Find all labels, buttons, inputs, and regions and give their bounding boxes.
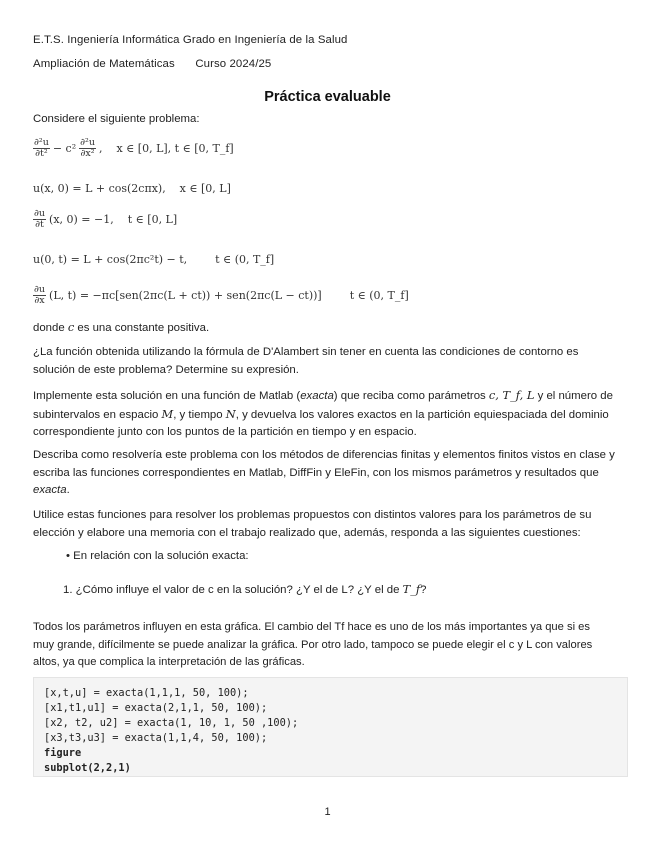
code-line: [x,t,u] = exacta(1,1,1, 50, 100);	[44, 687, 249, 699]
eq5-tail: (L, t) = −πc[sen(2πc(L + ct)) + sen(2πc(L − ct))] t ∈ (0, T_f]	[49, 289, 409, 302]
eq1-domain: , x ∈ [0, L], t ∈ [0, T_f]	[98, 142, 234, 155]
eq5-frac-den: ∂x	[34, 295, 45, 306]
constant-note	[33, 319, 618, 338]
question-1-end: ?	[420, 584, 427, 596]
constant-note-a: donde	[33, 322, 68, 334]
code-line: subplot(2,2,1)	[44, 762, 131, 774]
code-line: figure	[44, 747, 82, 759]
instructions-exacta	[33, 387, 618, 442]
p2-i: , y devuelva los valores exactos en la partición equiespaciada del dominio correspondiente junto con los puntos de la partición en tiempo y en espacio.	[33, 408, 609, 438]
code-line: [x1,t1,u1] = exacta(2,1,1, 50, 100);	[44, 702, 268, 714]
header-course	[33, 58, 271, 70]
question-1-number: 1.	[63, 584, 73, 596]
constant-note-var: c	[67, 320, 75, 334]
p2-c: ) que reciba como parámetros	[333, 390, 489, 402]
equation-initial-velocity	[33, 209, 177, 230]
equation-wave	[33, 138, 234, 159]
equation-initial-condition: u(x, 0) = L + cos(2cπx), x ∈ [0, L]	[33, 182, 231, 195]
question-1	[63, 582, 426, 596]
code-line: [x2, t2, u2] = exacta(1, 10, 1, 50 ,100);	[44, 717, 299, 729]
question-dalembert: ¿La función obtenida utilizando la fórmula de D'Alambert sin tener en cuenta las condiciones de contorno es solución de este problema? Determine su expresión.	[33, 346, 579, 376]
eq3-tail: (x, 0) = −1, t ∈ [0, L]	[49, 213, 178, 226]
bullet-dot-icon: •	[66, 550, 70, 562]
p3-c: .	[66, 484, 70, 496]
p2-g: , y tiempo	[173, 408, 226, 421]
p2-M: M	[161, 406, 174, 421]
header-year: Curso 2024/25	[195, 58, 272, 70]
p2-a: Implemente esta solución en una función de Matlab (	[33, 390, 301, 402]
p3-a: Describa como resolvería este problema con los métodos de diferencias finitas y elementos finitos vistos en clase y escriba las funciones correspondientes en Matlab, DiffFin y EleFin, con los mismos parámetros y resultados que	[33, 449, 615, 479]
p2-exacta: exacta	[300, 390, 334, 402]
constant-note-c: es una constante positiva.	[74, 322, 210, 334]
p2-e: y el número de subintervalos en espacio	[33, 390, 613, 421]
eq1-frac2-den: ∂x²	[80, 148, 95, 159]
eq5-frac-num: ∂u	[34, 284, 46, 295]
eq3-frac-den: ∂t	[35, 219, 44, 230]
code-line: [x3,t3,u3] = exacta(1,1,4, 50, 100);	[44, 732, 268, 744]
header-subject: Ampliación de Matemáticas	[33, 58, 175, 70]
bullet-text: En relación con la solución exacta:	[73, 550, 249, 562]
instructions-methods	[33, 447, 618, 500]
bullet-item	[66, 550, 249, 562]
eq3-frac-num: ∂u	[34, 208, 46, 219]
question-1-var: T_f	[402, 582, 421, 596]
eq1-mid: − c²	[52, 142, 77, 155]
equation-boundary-left: u(0, t) = L + cos(2πc²t) − t, t ∈ (0, T_f]	[33, 253, 275, 266]
p2-N: N	[225, 406, 236, 421]
page-title: Práctica evaluable	[264, 89, 391, 105]
p3-exacta: exacta	[33, 484, 67, 496]
intro-text: Considere el siguiente problema:	[33, 113, 200, 125]
header-institution: E.T.S. Ingeniería Informática Grado en Ingeniería de la Salud	[33, 34, 348, 46]
code-block	[33, 677, 628, 777]
p2-params: c, T_f, L	[488, 388, 535, 402]
eq1-frac2-num: ∂²u	[80, 137, 95, 148]
eq1-frac1-num: ∂²u	[34, 137, 49, 148]
eq1-frac1-den: ∂t²	[35, 148, 48, 159]
page-number: 1	[324, 806, 331, 818]
question-1-text: ¿Cómo influye el valor de c en la solución? ¿Y el de L? ¿Y el de	[75, 584, 403, 596]
equation-boundary-right	[33, 285, 409, 306]
answer-text: Todos los parámetros influyen en esta gráfica. El cambio del Tf hace es uno de los más importantes ya que si es muy grande, difícilmente se puede analizar la gráfica. Por otro lado, tampoco se puede elegir el c y L con valores altos, ya que complica la interpretación de las gráficas.	[33, 621, 593, 668]
instructions-report: Utilice estas funciones para resolver los problemas propuestos con distintos valores para los parámetros de su elección y elabore una memoria con el trabajo realizado que, además, responda a las siguientes cuestiones:	[33, 509, 592, 539]
